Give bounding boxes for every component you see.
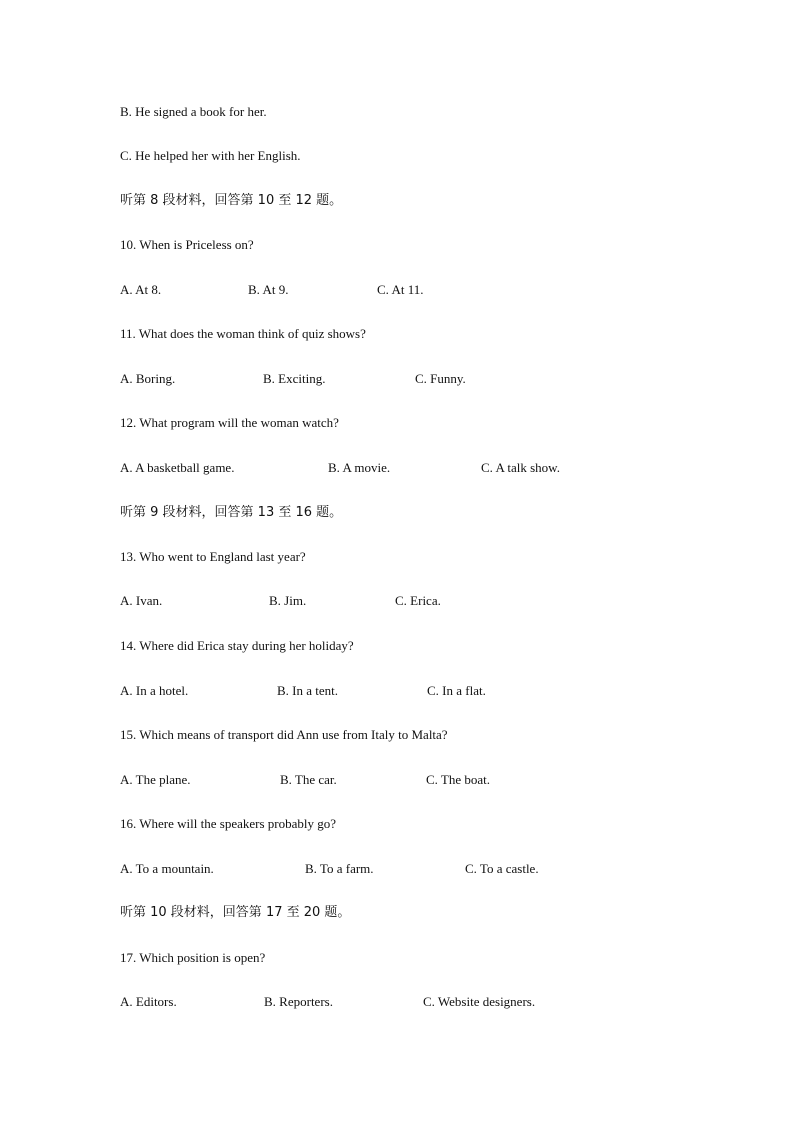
section-10-heading: 听第 10 段材料，回答第 17 至 20 题。	[120, 905, 351, 920]
section-8-heading: 听第 8 段材料，回答第 10 至 12 题。	[120, 193, 343, 208]
q15-option-a: A. The plane.	[120, 772, 191, 787]
q10-option-b: B. At 9.	[248, 282, 289, 297]
q16-option-b: B. To a farm.	[305, 861, 374, 876]
q17-option-b: B. Reporters.	[264, 994, 333, 1009]
q17-question: 17. Which position is open?	[120, 950, 266, 965]
q12-option-c: C. A talk show.	[481, 460, 560, 475]
q12-option-b: B. A movie.	[328, 460, 391, 475]
q11-question: 11. What does the woman think of quiz shows?	[120, 326, 366, 341]
q9-option-c: C. He helped her with her English.	[120, 148, 301, 163]
q11-option-b: B. Exciting.	[263, 371, 326, 386]
q14-option-a: A. In a hotel.	[120, 683, 189, 698]
q12-question: 12. What program will the woman watch?	[120, 415, 339, 430]
section-9-heading: 听第 9 段材料，回答第 13 至 16 题。	[120, 505, 343, 520]
q11-option-c: C. Funny.	[415, 371, 466, 386]
q12-option-a: A. A basketball game.	[120, 460, 235, 475]
q10-option-c: C. At 11.	[377, 282, 424, 297]
q14-option-b: B. In a tent.	[277, 683, 339, 698]
q10-question: 10. When is Priceless on?	[120, 237, 254, 252]
q15-question: 15. Which means of transport did Ann use from Italy to Malta?	[120, 727, 448, 742]
q15-option-b: B. The car.	[280, 772, 337, 787]
q17-option-c: C. Website designers.	[423, 994, 536, 1009]
q11-option-a: A. Boring.	[120, 371, 176, 386]
q9-option-b: B. He signed a book for her.	[120, 104, 267, 119]
q16-option-c: C. To a castle.	[465, 861, 539, 876]
q10-option-a: A. At 8.	[120, 282, 162, 297]
q16-option-a: A. To a mountain.	[120, 861, 214, 876]
q13-option-c: C. Erica.	[395, 593, 441, 608]
q16-question: 16. Where will the speakers probably go?	[120, 816, 336, 831]
q17-option-a: A. Editors.	[120, 994, 177, 1009]
q14-question: 14. Where did Erica stay during her holiday?	[120, 638, 354, 653]
q14-option-c: C. In a flat.	[427, 683, 486, 698]
q13-question: 13. Who went to England last year?	[120, 549, 306, 564]
q15-option-c: C. The boat.	[426, 772, 491, 787]
q13-option-a: A. Ivan.	[120, 593, 163, 608]
q13-option-b: B. Jim.	[269, 593, 307, 608]
